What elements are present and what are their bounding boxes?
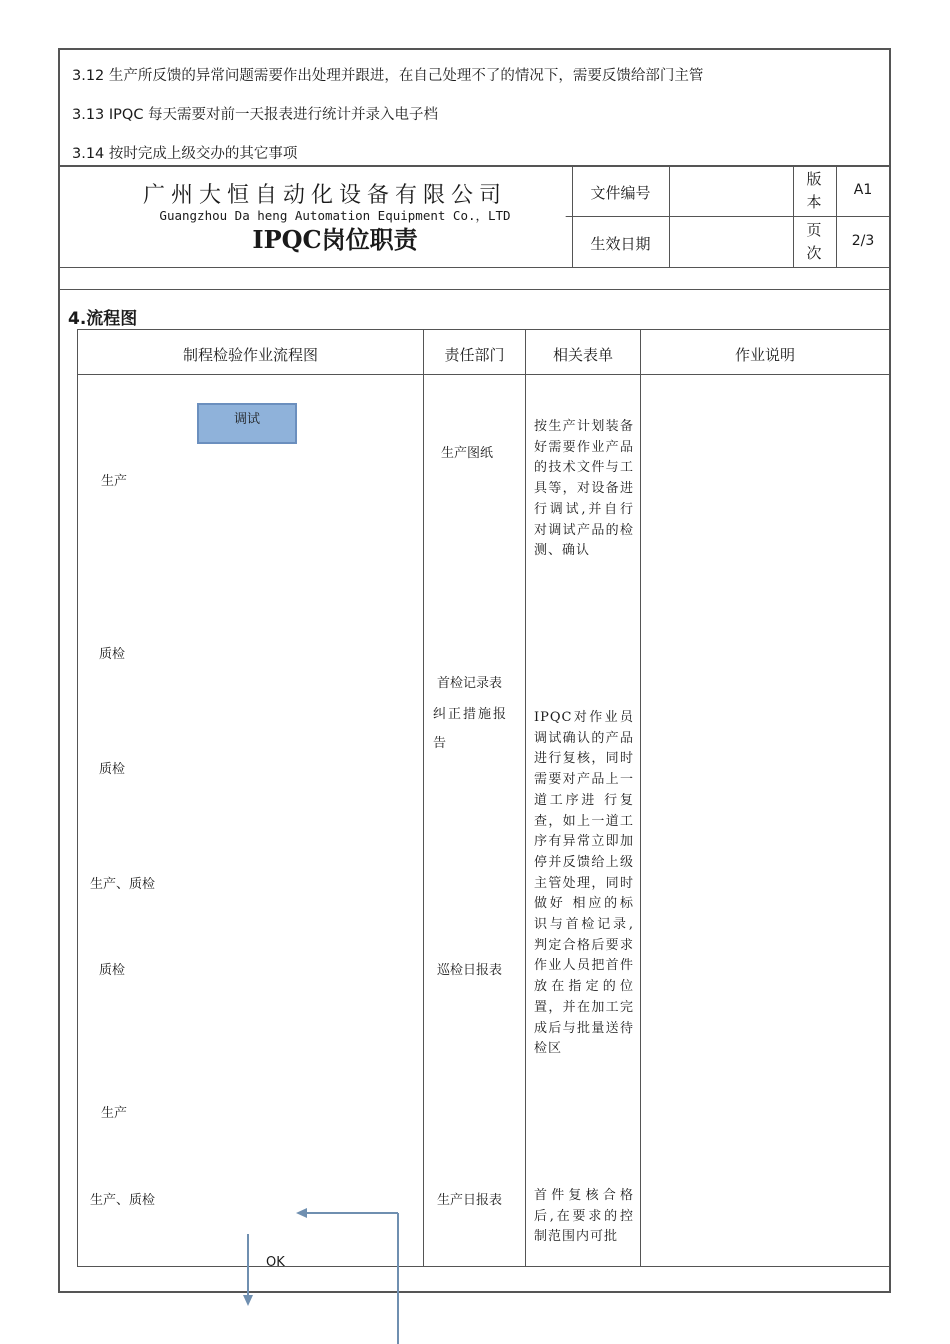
- column-header: 制程检验作业流程图: [182, 346, 318, 364]
- form-name: 纠正措施报告: [433, 707, 509, 751]
- version-value: A1: [853, 182, 873, 198]
- flow-node-label: 调试: [233, 412, 260, 427]
- list-item: 3.12 生产所反馈的异常问题需要作出处理并跟进，在自己处理不了的情况下，需要反馈给部门主管: [72, 68, 704, 84]
- step-description: 首件复核合格后,在要求的控制范围内可批: [534, 1188, 634, 1245]
- page-label: 页次: [806, 221, 822, 262]
- step-description: 按生产计划装备好需要作业产品的技术文件与工具等，对设备进行调试,并自行对调试产品的检测、确认: [534, 419, 634, 559]
- doc-title: IPQC岗位职责: [252, 225, 418, 254]
- arrow-left-icon: [296, 1208, 307, 1218]
- list-item: 3.14 按时完成上级交办的其它事项: [72, 146, 298, 162]
- department-label: 生产: [101, 1106, 128, 1121]
- form-name: 生产日报表: [437, 1193, 503, 1208]
- doc-no-label: 文件编号: [590, 184, 651, 202]
- column-header: 相关表单: [552, 346, 613, 364]
- version-label: 版本: [806, 170, 822, 211]
- flow-ok-label: OK: [266, 1255, 285, 1270]
- department-label: 质检: [99, 963, 126, 978]
- page-value: 2/3: [851, 233, 875, 249]
- column-header: 责任部门: [444, 346, 505, 364]
- effective-date-label: 生效日期: [590, 235, 651, 253]
- arrow-down-icon: [243, 1295, 253, 1306]
- company-name-en: Guangzhou Da heng Automation Equipment Co.，LTD: [159, 208, 511, 223]
- company-name-cn: 广州大恒自动化设备有限公司: [142, 183, 507, 208]
- department-label: 质检: [99, 647, 126, 662]
- department-label: 生产、质检: [90, 1193, 156, 1208]
- department-label: 生产: [101, 474, 128, 489]
- department-label: 质检: [99, 762, 126, 777]
- department-label: 生产、质检: [90, 877, 156, 892]
- form-name: 巡检日报表: [437, 963, 503, 978]
- form-name: 首检记录表: [437, 676, 503, 691]
- form-name: 生产图纸: [441, 446, 494, 461]
- step-description: IPQC对作业员调试确认的产品进行复核，同时需要对产品上一道工序进 行复查，如上一道工序有异常立即加停并反馈给上级主管处理，同时做好 相应的标识与首检记录,判定合格后要求作业人员把首件放在指定的位置，并在加工完成后与批量送待检区: [534, 710, 634, 1057]
- section-title: 4.流程图: [68, 309, 138, 329]
- list-item: 3.13 IPQC 每天需要对前一天报表进行统计并录入电子档: [72, 107, 439, 123]
- column-header: 作业说明: [734, 346, 795, 364]
